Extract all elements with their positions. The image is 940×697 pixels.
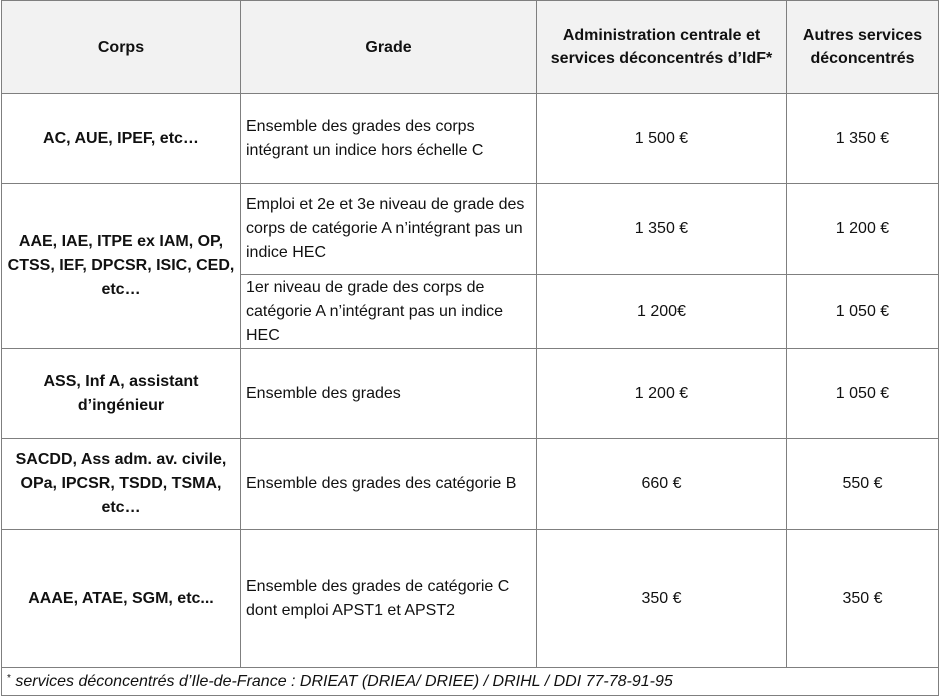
cell-corps: SACDD, Ass adm. av. civile, OPa, IPCSR, TSDD, TSMA, etc… [2, 439, 241, 530]
cell-central-amount: 660 € [537, 439, 787, 530]
cell-other-amount: 1 050 € [787, 349, 939, 439]
table-row [2, 530, 939, 668]
cell-corps: AC, AUE, IPEF, etc… [2, 94, 241, 184]
allowance-table [1, 0, 939, 696]
cell-other-amount: 1 050 € [787, 275, 939, 349]
cell-grade: Ensemble des grades [241, 349, 537, 439]
cell-grade: Ensemble des grades des catégorie B [241, 439, 537, 530]
footnote-marker: * [7, 672, 11, 684]
table-row [2, 439, 939, 530]
cell-grade: 1er niveau de grade des corps de catégorie A n’intégrant pas un indice HEC [241, 275, 537, 349]
cell-grade: Ensemble des grades de catégorie C dont emploi APST1 et APST2 [241, 530, 537, 668]
cell-central-amount: 1 200 € [537, 349, 787, 439]
header-central: Administration centrale et services déconcentrés d’IdF* [537, 1, 787, 94]
cell-other-amount: 350 € [787, 530, 939, 668]
table-row [2, 94, 939, 184]
cell-central-amount: 350 € [537, 530, 787, 668]
header-grade: Grade [241, 1, 537, 94]
footnote [2, 668, 939, 696]
cell-corps: ASS, Inf A, assistant d’ingénieur [2, 349, 241, 439]
cell-other-amount: 550 € [787, 439, 939, 530]
cell-other-amount: 1 200 € [787, 184, 939, 275]
table-header-row [2, 1, 939, 94]
cell-central-amount: 1 200€ [537, 275, 787, 349]
table-row [2, 349, 939, 439]
header-corps: Corps [2, 1, 241, 94]
table-row [2, 184, 939, 275]
cell-corps: AAE, IAE, ITPE ex IAM, OP, CTSS, IEF, DPCSR, ISIC, CED, etc… [2, 184, 241, 349]
cell-corps: AAAE, ATAE, SGM, etc... [2, 530, 241, 668]
cell-central-amount: 1 500 € [537, 94, 787, 184]
cell-grade: Ensemble des grades des corps intégrant un indice hors échelle C [241, 94, 537, 184]
footnote-row [2, 668, 939, 696]
header-other: Autres services déconcentrés [787, 1, 939, 94]
cell-grade: Emploi et 2e et 3e niveau de grade des corps de catégorie A n’intégrant pas un indice HEC [241, 184, 537, 275]
cell-central-amount: 1 350 € [537, 184, 787, 275]
footnote-text: services déconcentrés d’Ile-de-France : DRIEAT (DRIEA/ DRIEE) / DRIHL / DDI 77-78-91-95 [10, 672, 673, 690]
cell-other-amount: 1 350 € [787, 94, 939, 184]
